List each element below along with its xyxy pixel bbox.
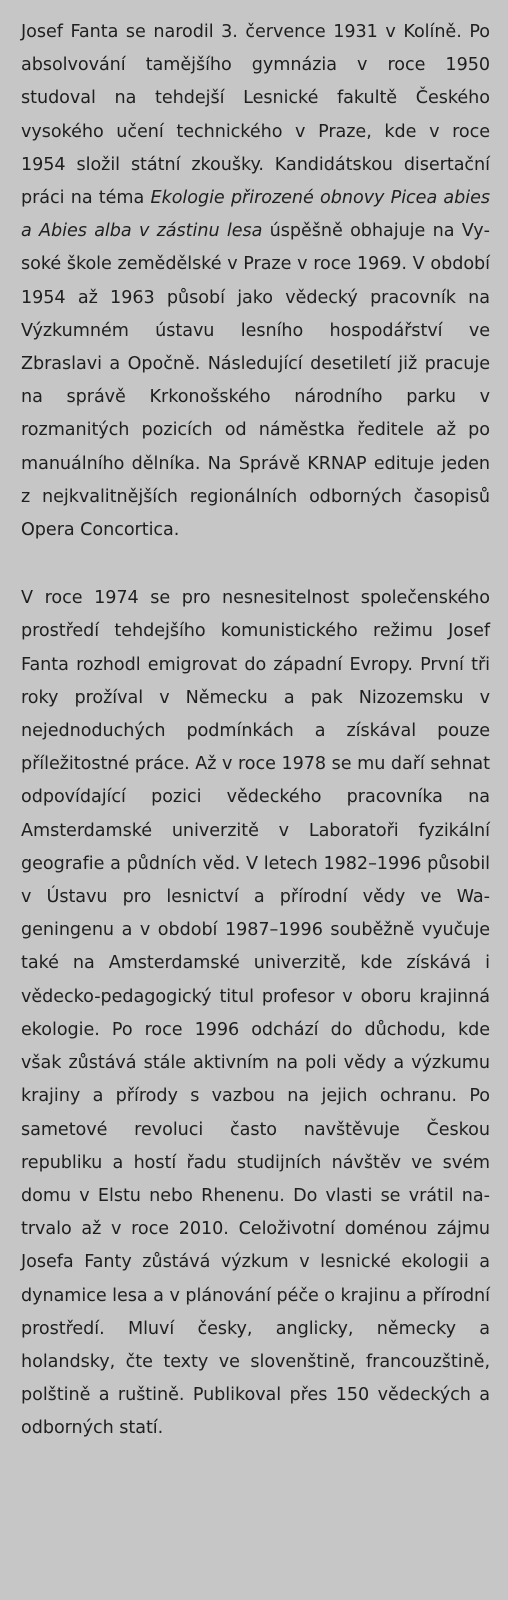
biography-paragraph-early-career-continued: úspěšně obhajuje na Vysoké škole zemědělské v Praze v roce 1969. V období 1954 až 1963 působí jako vědecký pracovník na Výzkumném ústavu lesního hospodářství ve Zbraslavi a Opočně. Následující desetiletí již pracuje na správě Krkonošského národního parku v rozmanitých pozicích od náměstka ředitele až po manuálního dělníka. Na Správě KRNAP edituje jeden z nejkvalitnějších regionálních odborných časopisů Opera Concortica. bbox=[21, 221, 490, 541]
biography-paragraph-early-career bbox=[21, 16, 490, 547]
thesis-title: Ekologie přirozené obnovy Picea abies a Abies alba v zástinu lesa bbox=[21, 188, 491, 242]
biography-paragraph-emigration: V roce 1974 se pro nesnesitelnost společenského prostředí tehdejšího komunistického režimu Josef Fanta rozhodl emigrovat do západní Evropy. První tři roky prožíval v Německu a pak Nizozemsku v nejednoduchých podmínkách a získával pouze příležitostné práce. Až v roce 1978 se mu daří sehnat odpovídající pozici vědeckého pracovníka na Amsterdamské univerzitě v Laboratoři fyzikální geografie a půdních věd. V letech 1982–1996 působil v Ústavu pro lesnictví a přírodní vědy ve Wageningenu a v období 1987–1996 souběžně vyučuje také na Amsterdamské univerzitě, kde získává i vědecko-pedagogický titul profesor v oboru krajinná ekologie. Po roce 1996 odchází do důchodu, kde však zůstává stále aktivním na poli vědy a výzkumu krajiny a přírody s vazbou na jejich ochranu. Po sametové revoluci často navštěvuje Českou republiku a hostí řadu studijních návštěv ve svém domu v Elstu nebo Rhenenu. Do vlasti se vrátil natrvalo až v roce 2010. Celoživotní doménou zájmu Josefa Fanty zůstává výzkum v lesnické ekologii a dynamice lesa a v plánování péče o krajinu a přírodní prostředí. Mluví česky, anglicky, německy a holandsky, čte texty ve slovenštině, francouzštině, polštině a ruštině. Publikoval přes 150 vědeckých a odborných statí. bbox=[21, 588, 490, 1439]
biography-paragraph-early-career-intro: Josef Fanta se narodil 3. července 1931 v Kolíně. Po absolvování tamějšího gymnázia v roce 1950 studoval na tehdejší Lesnické fakultě Českého vysokého učení technického v Praze, kde v roce 1954 složil státní zkoušky. Kandidátskou disertační práci na téma bbox=[21, 22, 490, 209]
